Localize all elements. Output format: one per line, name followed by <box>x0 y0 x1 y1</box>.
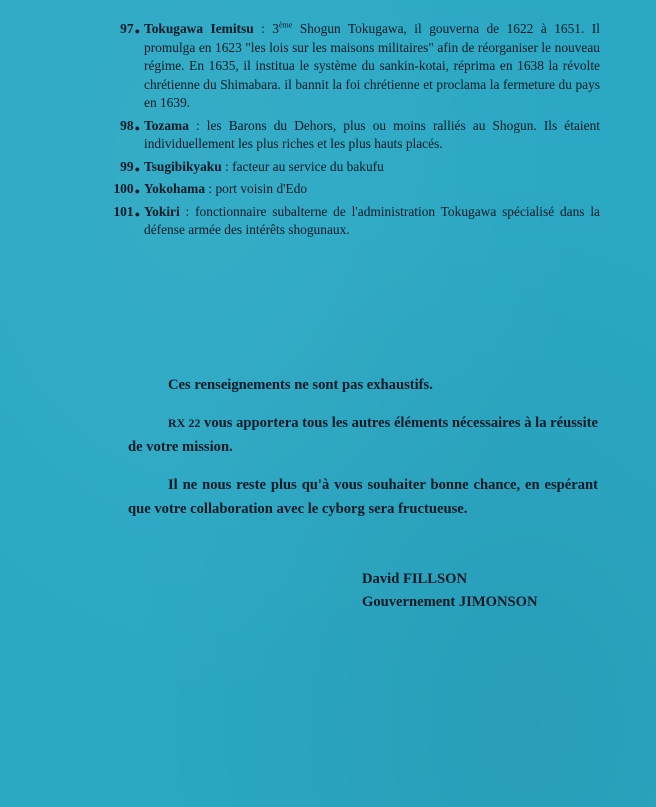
glossary-entry-99 <box>100 158 600 177</box>
entry-body: Yokohama : port voisin d'Edo <box>144 181 308 196</box>
closing-message <box>128 373 598 535</box>
closing-paragraph-1: Ces renseignements ne sont pas exhaustifs. <box>168 377 433 393</box>
bullet-icon: ● <box>134 186 140 196</box>
entry-number: 98● <box>120 117 140 133</box>
entry-definition: Shogun Tokugawa, il gouverna de 1622 à 1651. Il promulga en 1623 "les lois sur les maisons militaires" afin de réorganiser le nouveau régime. En 1635, il institua le système du sankin-kotai, réprima en 1638 la révolte chrétienne du Shimabara. il bannit la foi chrétienne et proclama la fermeture du pays en 1639. <box>144 21 600 110</box>
entry-term: Yokohama <box>144 181 206 196</box>
entry-body: Yokiri : fonctionnaire subalterne de l'administration Tokugawa spécialisé dans la défense armée des intérêts shogunaux. <box>144 203 600 237</box>
entry-body: Tsugibikyaku : facteur au service du bakufu <box>144 158 384 174</box>
entry-body: Tozama : les Barons du Dehors, plus ou moins ralliés au Shogun. Ils étaient individuellement les plus riches et les plus hauts placés. <box>144 117 600 151</box>
bullet-icon: ● <box>134 208 140 219</box>
entry-definition: les Barons du Dehors, plus ou moins ralliés au Shogun. Ils étaient individuellement les plus riches et les plus hauts placés. <box>144 117 600 151</box>
signature-organization: Gouvernement JIMONSON <box>362 594 538 610</box>
entry-term: Tsugibikyaku <box>144 158 222 174</box>
rx22-reference: RX 22 <box>168 416 201 430</box>
entry-number: 100● <box>113 181 140 196</box>
signature-block <box>362 568 538 614</box>
entry-number: 99● <box>120 158 140 174</box>
entry-number: 97● <box>120 21 140 36</box>
entry-term: Tozama <box>144 117 189 133</box>
entry-term: Tokugawa Iemitsu <box>144 21 254 36</box>
entry-definition: port voisin d'Edo <box>215 181 308 196</box>
glossary-entry-98 <box>100 117 600 154</box>
glossary-entry-101 <box>100 203 600 240</box>
entry-definition: facteur au service du bakufu <box>232 158 384 174</box>
bullet-icon: ● <box>134 163 140 174</box>
entry-body: Tokugawa Iemitsu : 3ème Shogun Tokugawa, il gouverna de 1622 à 1651. Il promulga en 1623 "les lois sur les maisons militaires" afin de réorganiser le nouveau régime. En 1635, il institua le système du sankin-kotai, réprima en 1638 la révolte chrétienne du Shimabara. il bannit la foi chrétienne et proclama la fermeture du pays en 1639. <box>144 20 600 110</box>
closing-paragraph-3: Il ne nous reste plus qu'à vous souhaiter bonne chance, en espérant que votre collaboration avec le cyborg sera fructueuse. <box>128 477 598 517</box>
entry-term: Yokiri <box>144 203 180 219</box>
glossary-entry-100 <box>100 180 600 199</box>
entry-definition: fonctionnaire subalterne de l'administration Tokugawa spécialisé dans la défense armée des intérêts shogunaux. <box>144 203 600 237</box>
bullet-icon: ● <box>134 26 140 36</box>
glossary-list <box>100 20 600 244</box>
glossary-entry-97 <box>100 20 600 113</box>
signature-name: David FILLSON <box>362 571 468 587</box>
bullet-icon: ● <box>134 122 140 133</box>
entry-number: 101● <box>113 203 140 219</box>
closing-paragraph-2: RX 22 vous apportera tous les autres éléments nécessaires à la réussite de votre mission. <box>128 415 598 455</box>
